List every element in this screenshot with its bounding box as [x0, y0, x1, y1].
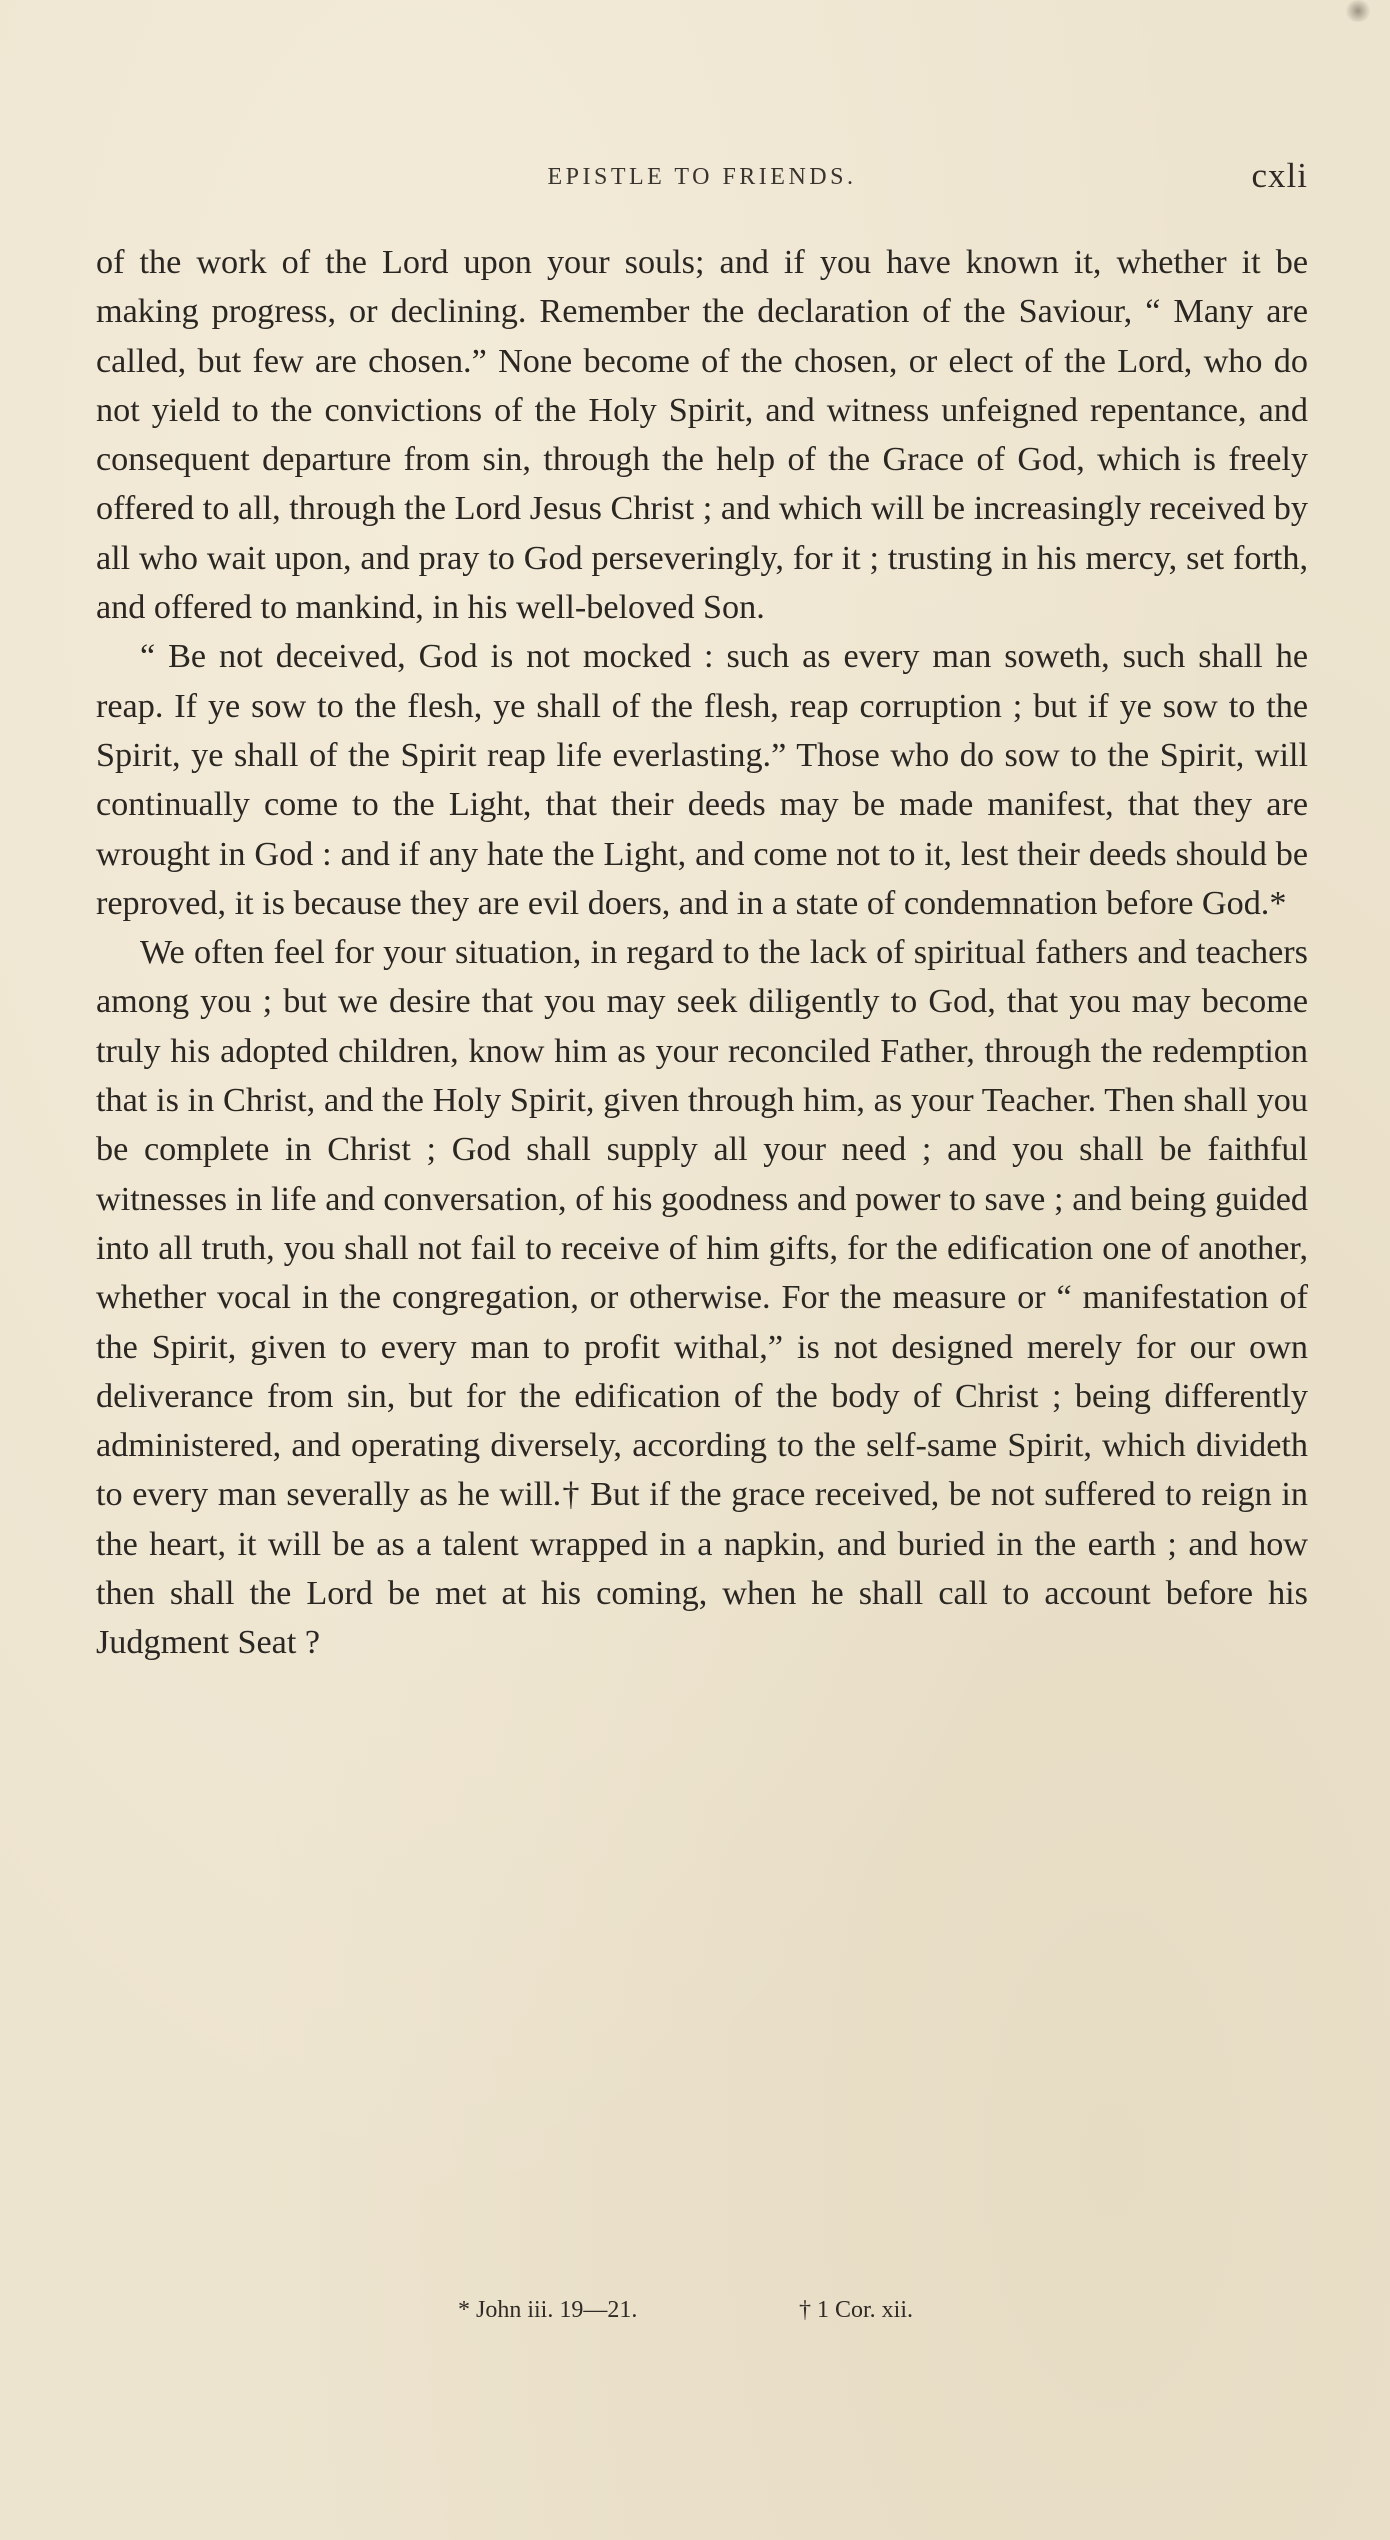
running-head — [96, 158, 1308, 206]
running-title: EPISTLE TO FRIENDS. — [547, 164, 857, 190]
ink-blot — [1344, 0, 1372, 22]
footnotes — [96, 2297, 1308, 2337]
page-number: cxli — [1251, 156, 1308, 195]
paragraph: “ Be not deceived, God is not mocked : such as every man soweth, such shall he reap. If ye sow to the flesh, ye shall of the flesh, reap corruption ; but if ye sow to the Spirit, ye shall of the Spirit reap life everlasting.” Those who do sow to the Spirit, will continually come to the Light, that their deeds may be made manifest, that they are wrought in God : and if any hate the Light, and come not to it, lest their deeds should be reproved, it is because they are evil doers, and in a state of condemnation before God.* — [96, 638, 1308, 922]
body-text — [96, 238, 1308, 1668]
footnote-corinthians: † 1 Cor. xii. — [799, 2297, 914, 2323]
paragraph: We often feel for your situation, in regard to the lack of spiritual fathers and teachers among you ; but we desire that you may seek diligently to God, that you may become truly his adopted children, know him as your reconciled Father, through the redemption that is in Christ, and the Holy Spirit, given through him, as your Teacher. Then shall you be complete in Christ ; God shall supply all your need ; and you shall be faithful witnesses in life and conversation, of his goodness and power to save ; and being guided into all truth, you shall not fail to receive of him gifts, for the edification one of another, whether vocal in the congregation, or otherwise. For the measure or “ manifestation of the Spirit, given to every man to profit withal,” is not designed merely for our own deliverance from sin, but for the edification of the body of Christ ; being differently administered, and operating diversely, according to the self-same Spirit, which divideth to every man severally as he will.† But if the grace received, be not suffered to reign in the heart, it will be as a talent wrapped in a napkin, and buried in the earth ; and how then shall the Lord be met at his coming, when he shall call to account before his Judgment Seat ? — [96, 934, 1308, 1662]
footnote-john: * John iii. 19—21. — [458, 2297, 638, 2323]
paragraph-continued: of the work of the Lord upon your souls; and if you have known it, whether it be making progress, or declining. Remember the declaration of the Saviour, “ Many are called, but few are chosen.” None become of the chosen, or elect of the Lord, who do not yield to the convictions of the Holy Spirit, and witness unfeigned repentance, and consequent departure from sin, through the help of the Grace of God, which is freely offered to all, through the Lord Jesus Christ ; and which will be increasingly received by all who wait upon, and pray to God perseveringly, for it ; trusting in his mercy, set forth, and offered to mankind, in his well-beloved Son. — [96, 244, 1308, 627]
